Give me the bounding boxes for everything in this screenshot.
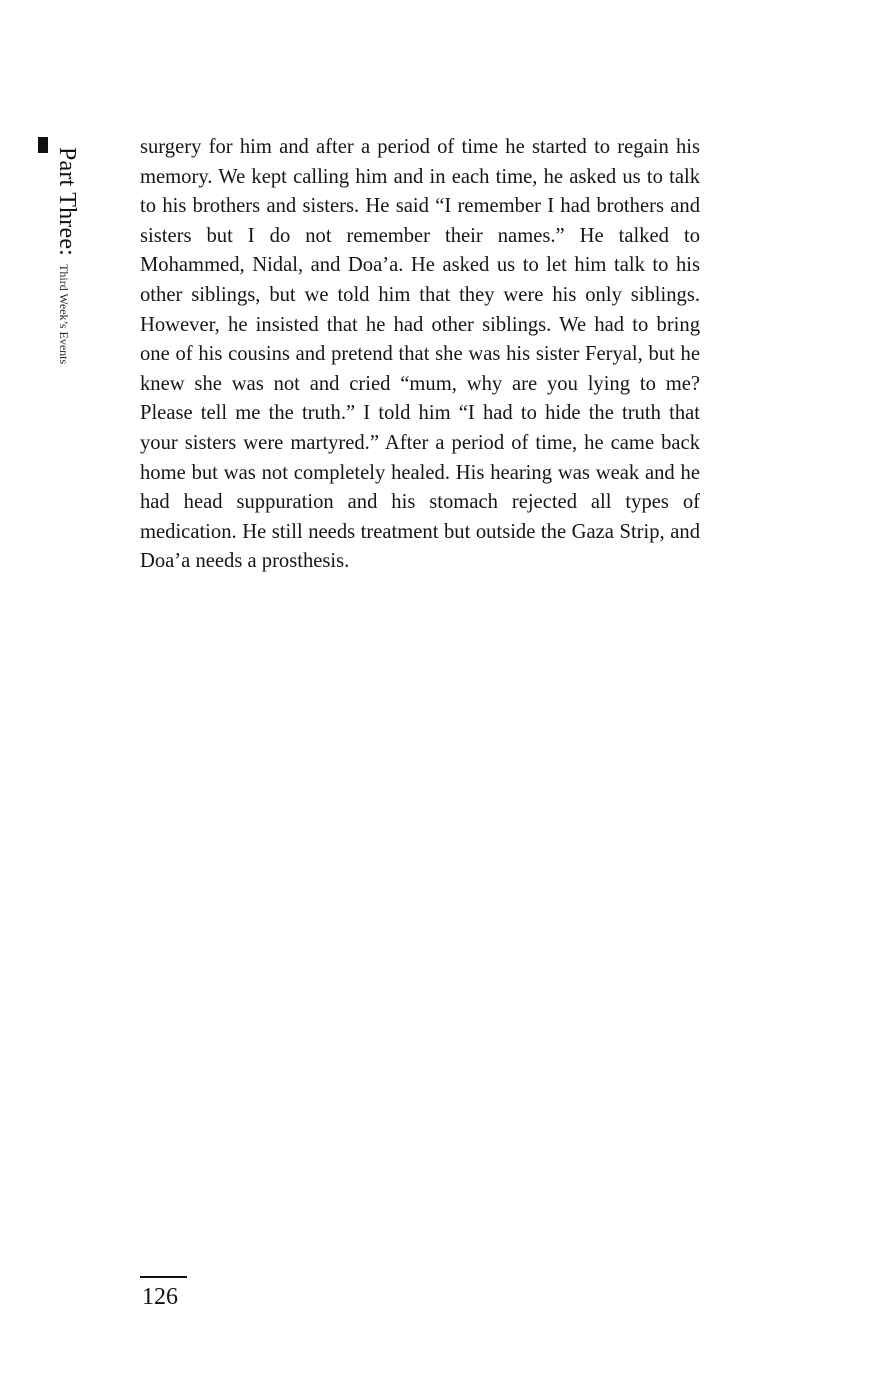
running-header-text — [53, 147, 80, 364]
section-subtitle: Third Week’s Events — [57, 264, 71, 365]
running-header — [38, 137, 78, 457]
body-paragraph: surgery for him and after a period of time he started to regain his memory. We kept calling him and in each time, he asked us to talk to his brothers and sisters. He said “I remember I had brothers and sisters but I do not remember their names.” He talked to Mohammed, Nidal, and Doa’a. He asked us to let him talk to his other siblings, but we told him that they were his only siblings. However, he insisted that he had other siblings. We had to bring one of his cousins and pretend that she was his sister Feryal, but he knew she was not and cried “mum, why are you lying to me? Please tell me the truth.” I told him “I had to hide the truth that your sisters were martyred.” After a period of time, he came back home but was not completely healed. His hearing was weak and he had head suppuration and his stomach rejected all types of medication. He still needs treatment but outside the Gaza Strip, and Doa’a needs a prosthesis. — [140, 136, 700, 573]
header-marker-bar — [38, 137, 48, 153]
footer-rule — [140, 1276, 187, 1278]
part-title: Part Three: — [54, 147, 80, 257]
body-text — [140, 133, 700, 577]
page-number: 126 — [142, 1284, 178, 1310]
